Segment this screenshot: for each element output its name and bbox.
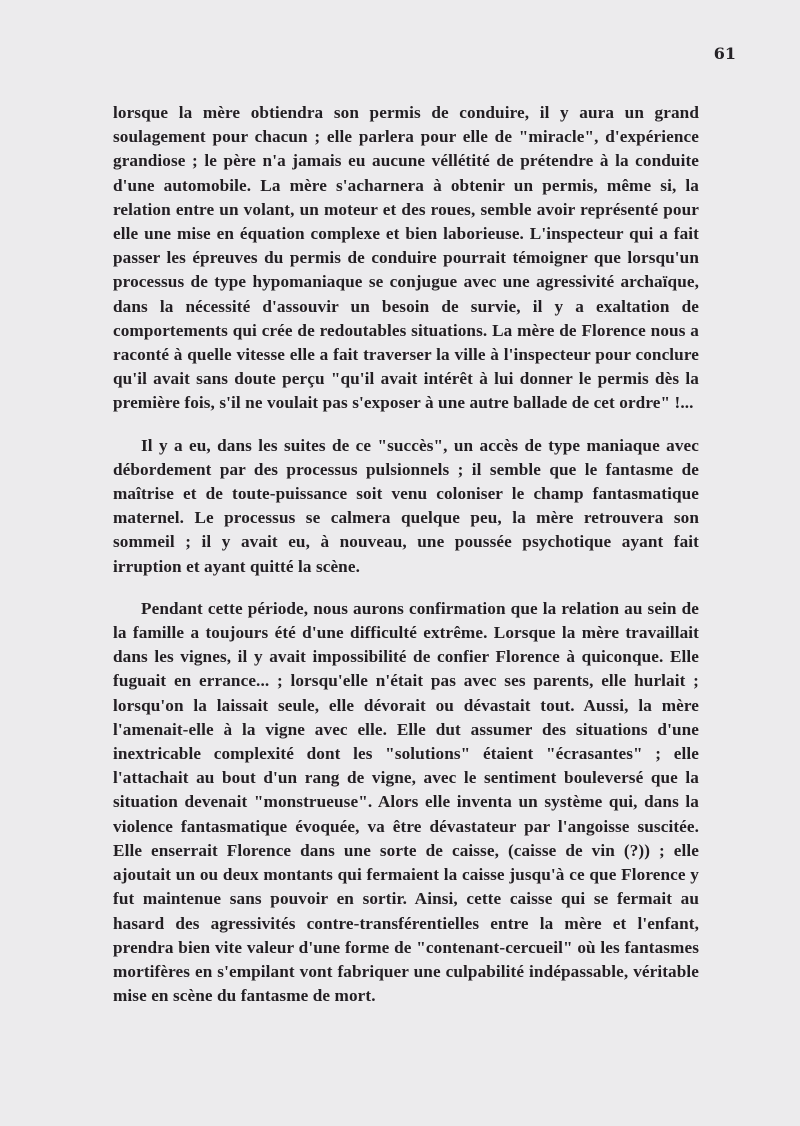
page-number: 61 bbox=[713, 44, 736, 63]
body-text bbox=[113, 101, 699, 1026]
paragraph-3: Pendant cette période, nous aurons confirmation que la relation au sein de la famille a toujours été d'une difficulté extrême. Lorsque la mère travaillait dans les vignes, il y avait impossibilité de confier Florence à quiconque. Elle fuguait en errance... ; lorsqu'elle n'était pas avec ses parents, elle hurlait ; lorsqu'on la laissait seule, elle dévorait ou dévastait tout. Aussi, la mère l'amenait-elle à la vigne avec elle. Elle dut assumer des situations d'une inextricable complexité dont les "solutions" étaient "écrasantes" ; elle l'attachait au bout d'un rang de vigne, avec le sentiment bouleversé que la situation devenait "monstrueuse". Alors elle inventa un système qui, dans la violence fantasmatique évoquée, va être dévastateur par l'angoisse suscitée. Elle enserrait Florence dans une sorte de caisse, (caisse de vin (?)) ; elle ajoutait un ou deux montants qui fermaient la caisse jusqu'à ce que Florence y fut maintenue sans pouvoir en sortir. Ainsi, cette caisse qui se fermait au hasard des agressivités contre-transférentielles entre la mère et l'enfant, prendra bien vite valeur d'une forme de "contenant-cercueil" où les fantasmes mortifères en s'empilant vont fabriquer une culpabilité indépassable, véritable mise en scène du fantasme de mort. bbox=[113, 598, 699, 1006]
paragraph-2: Il y a eu, dans les suites de ce "succès", un accès de type maniaque avec débordement par des processus pulsionnels ; il semble que le fantasme de maîtrise et de toute-puissance soit venu coloniser le champ fantasmatique maternel. Le processus se calmera quelque peu, la mère retrouvera son sommeil ; il y avait eu, à nouveau, une poussée psychotique ayant fait irruption et ayant quitté la scène. bbox=[113, 435, 699, 576]
paragraph-1: lorsque la mère obtiendra son permis de conduire, il y aura un grand soulagement pour chacun ; elle parlera pour elle de "miracle", d'expérience grandiose ; le père n'a jamais eu aucune véllétité de prétendre à la conduite d'une automobile. La mère s'acharnera à obtenir un permis, même si, la relation entre un volant, un moteur et des roues, semble avoir représenté pour elle une mise en équation complexe et bien laborieuse. L'inspecteur qui a fait passer les épreuves du permis de conduire pourrait témoigner que lorsqu'un processus de type hypomaniaque se conjugue avec une agressivité archaïque, dans la nécessité d'assouvir un besoin de survie, il y a exaltation de comportements qui crée de redoutables situations. La mère de Florence nous a raconté à quelle vitesse elle a fait traverser la ville à l'inspecteur pour conclure qu'il avait sans doute perçu "qu'il avait intérêt à lui donner le permis dès la première fois, s'il ne voulait pas s'exposer à une autre ballade de cet ordre" !... bbox=[113, 103, 699, 413]
